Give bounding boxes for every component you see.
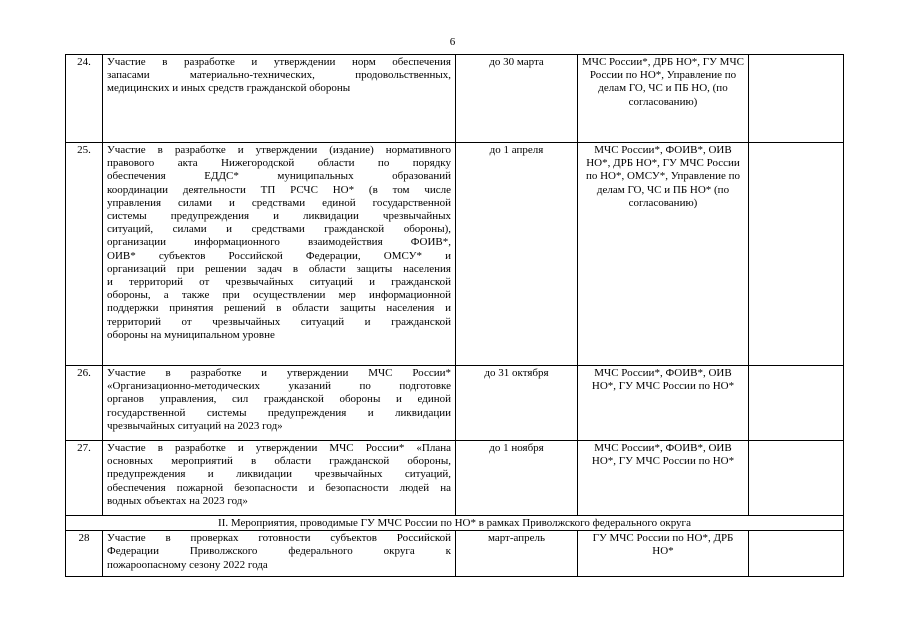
- task-line: координации деятельности ТП РСЧС НО* (в том числе: [107, 183, 451, 196]
- task-line: Федерации Приволжского федерального округа к: [107, 545, 451, 558]
- section-header: II. Мероприятия, проводимые ГУ МЧС России по НО* в рамках Приволжского федерального округа: [66, 516, 844, 531]
- table-row: [66, 531, 844, 577]
- task-line: обеспечения пожарной безопасности и безопасности людей на: [107, 481, 451, 494]
- task-line: Участие в разработке и утверждении (издание) нормативного: [107, 144, 451, 156]
- executors: МЧС России*, ФОИВ*, ОИВ НО*, ГУ МЧС России по НО*: [578, 366, 749, 441]
- deadline: март-апрель: [456, 531, 578, 577]
- executors: МЧС России*, ФОИВ*, ОИВ НО*, ДРБ НО*, ГУ МЧС России по НО*, ОМСУ*, Управление по делам ГО, ЧС и ПБ НО* (по согласованию): [578, 143, 749, 366]
- table-row: [66, 441, 844, 516]
- task-line: системы предупреждения и ликвидации чрезвычайных: [107, 210, 451, 223]
- task-line: водных объектах на 2023 год»: [107, 494, 248, 507]
- task-line: поддержки принятия решений в области защиты населения и: [107, 302, 451, 315]
- task-line: органов управления, сил гражданской обороны и единой: [107, 393, 451, 406]
- row-number: 24.: [66, 55, 103, 143]
- row-number: 27.: [66, 441, 103, 516]
- row-number: 25.: [66, 143, 103, 366]
- deadline: до 1 апреля: [456, 143, 578, 366]
- task-description: [103, 366, 456, 441]
- task-line: Участие в разработке и утверждении МЧС России*: [107, 367, 451, 379]
- task-line: «Организационно-методических указаний по подготовке: [107, 380, 451, 393]
- table-row: [66, 143, 844, 366]
- executors: ГУ МЧС России по НО*, ДРБ НО*: [578, 531, 749, 577]
- row-number: 26.: [66, 366, 103, 441]
- deadline: до 1 ноября: [456, 441, 578, 516]
- task-description: [103, 143, 456, 366]
- task-line: Участие в проверках готовности субъектов Российской: [107, 532, 451, 545]
- task-line: Участие в разработке и утверждении норм обеспечения: [107, 56, 451, 68]
- task-description: [103, 441, 456, 516]
- deadline: до 31 октября: [456, 366, 578, 441]
- notes-cell: [749, 531, 844, 577]
- table-row: [66, 55, 844, 143]
- task-line: государственной системы предупреждения и ликвидации: [107, 406, 451, 419]
- task-line: территорий от чрезвычайных ситуаций и гражданской: [107, 315, 451, 328]
- task-line: Участие в разработке и утверждении МЧС России* «Плана: [107, 442, 451, 454]
- task-description: [103, 55, 456, 143]
- task-line: основных мероприятий в области гражданской обороны,: [107, 455, 451, 468]
- task-line: организаций при решении задач в области защиты населения: [107, 262, 451, 275]
- task-line: управления силами и средствами единой государственной: [107, 196, 451, 209]
- row-number: 28: [66, 531, 103, 577]
- task-line: обороны на муниципальном уровне: [107, 328, 275, 341]
- task-line: предупреждения и ликвидации чрезвычайных ситуаций,: [107, 468, 451, 481]
- task-line: пожароопасному сезону 2022 года: [107, 558, 268, 571]
- activities-table: [65, 54, 844, 577]
- task-line: чрезвычайных ситуаций на 2023 год»: [107, 419, 283, 432]
- task-line: обеспечения ЕДДС* муниципальных образований: [107, 170, 451, 183]
- task-line: организации информационного взаимодействия ФОИВ*,: [107, 236, 451, 249]
- task-line: обороны, а также при осуществлении мер информационной: [107, 289, 451, 302]
- section-header-row: [66, 516, 844, 531]
- executors: МЧС России*, ДРБ НО*, ГУ МЧС России по НО*, Управление по делам ГО, ЧС и ПБ НО, (по согласованию): [578, 55, 749, 143]
- task-description: [103, 531, 456, 577]
- notes-cell: [749, 366, 844, 441]
- task-line: ситуаций, силами и средствами гражданской обороны),: [107, 223, 451, 236]
- page-number: 6: [449, 36, 456, 48]
- task-line: ОИВ* субъектов Российской Федерации, ОМСУ* и: [107, 249, 451, 262]
- task-line: и территорий от чрезвычайных ситуаций и гражданской: [107, 276, 451, 289]
- deadline: до 30 марта: [456, 55, 578, 143]
- notes-cell: [749, 441, 844, 516]
- executors: МЧС России*, ФОИВ*, ОИВ НО*, ГУ МЧС России по НО*: [578, 441, 749, 516]
- table-row: [66, 366, 844, 441]
- task-line: запасами материально-технических, продовольственных,: [107, 69, 451, 82]
- notes-cell: [749, 143, 844, 366]
- task-line: медицинских и иных средств гражданской обороны: [107, 82, 351, 95]
- task-line: правового акта Нижегородской области по порядку: [107, 157, 451, 170]
- notes-cell: [749, 55, 844, 143]
